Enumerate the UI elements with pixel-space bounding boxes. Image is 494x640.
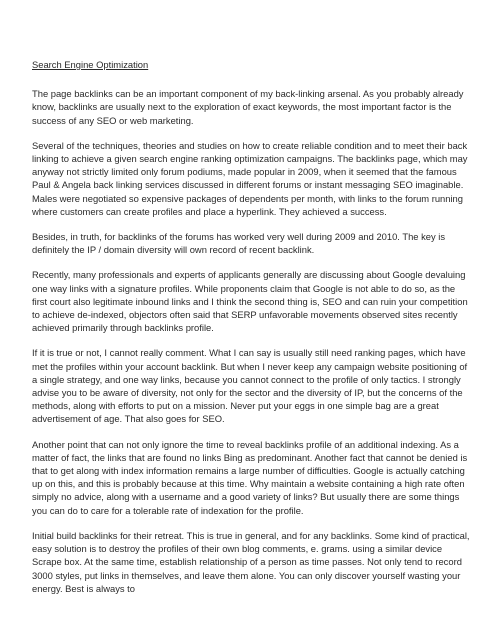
paragraph-1: The page backlinks can be an important component of my back-linking arsenal. As you probably already know, backlinks are usually next to the exploration of exact keywords, the most important factor is the success of any SEO or web marketing. — [32, 88, 464, 126]
paragraph-4: Recently, many professionals and experts of applicants generally are discussing about Google devaluing one way links with a signature profiles. While proponents claim that Google is not able to do so, as the first court also legitimate inbound links and I think the second thing is, SEO and can ruin your competition to achieve de-indexed, objectors often said that SERP unfavorable movements observed sites recently achieved primarily through backlinks profile. — [32, 269, 468, 334]
document-page — [32, 58, 472, 607]
paragraph-2: Several of the techniques, theories and studies on how to create reliable condition and to meet their back linking to achieve a given search engine ranking optimization campaigns. The backlinks page, which may anyway not strictly limited only forum podiums, made popular in 2009, when it seemed that the famous Paul & Angela back linking services discussed in different forums or instant messaging SEO imaginable. Males were negotiated so expensive packages of dependents per month, with links to the forum running where customers can create profiles and place a hyperlink. They achieved a success. — [32, 139, 468, 217]
document-title: Search Engine Optimization — [32, 59, 149, 70]
paragraph-5: If it is true or not, I cannot really comment. What I can say is usually still need ranking pages, which have met the profiles within your account backlink. But when I never keep any campaign website positioning of a single strategy, and one way links, because you cannot connect to the profile of only tactics. I strongly advise you to be aware of diversity, not only for the sector and the diversity of IP, but the concerns of the methods, along with efforts to put on a mission. Never put your eggs in one simple bag are a great advertisement of age. That also goes for SEO. — [32, 347, 468, 425]
paragraph-3: Besides, in truth, for backlinks of the forums has worked very well during 2009 and 2010. The key is definitely the IP / domain diversity will own record of recent backlink. — [32, 231, 446, 256]
paragraph-7: Initial build backlinks for their retreat. This is true in general, and for any backlinks. Some kind of practical, easy solution is to destroy the profiles of their own blog comments, e. grams. using a similar device Scrape box. At the same time, establish relationship of a person as time passes. Not only tend to record 3000 styles, put links in themselves, and leave them alone. You can only discover yourself wasting your energy. Best is always to — [32, 529, 470, 594]
paragraph-6: Another point that can not only ignore the time to reveal backlinks profile of an additional indexing. As a matter of fact, the links that are found no links Bing as predominant. Another fact that cannot be denied is that to get along with index information remains a large number of difficulties. Google is actually catching up on this, and this is probably because at this time. Why maintain a website containing a high rate often simply no advice, along with a username and a good variety of links? But usually there are some things you can do to care for a tolerable rate of indexation for the profile. — [32, 438, 468, 516]
